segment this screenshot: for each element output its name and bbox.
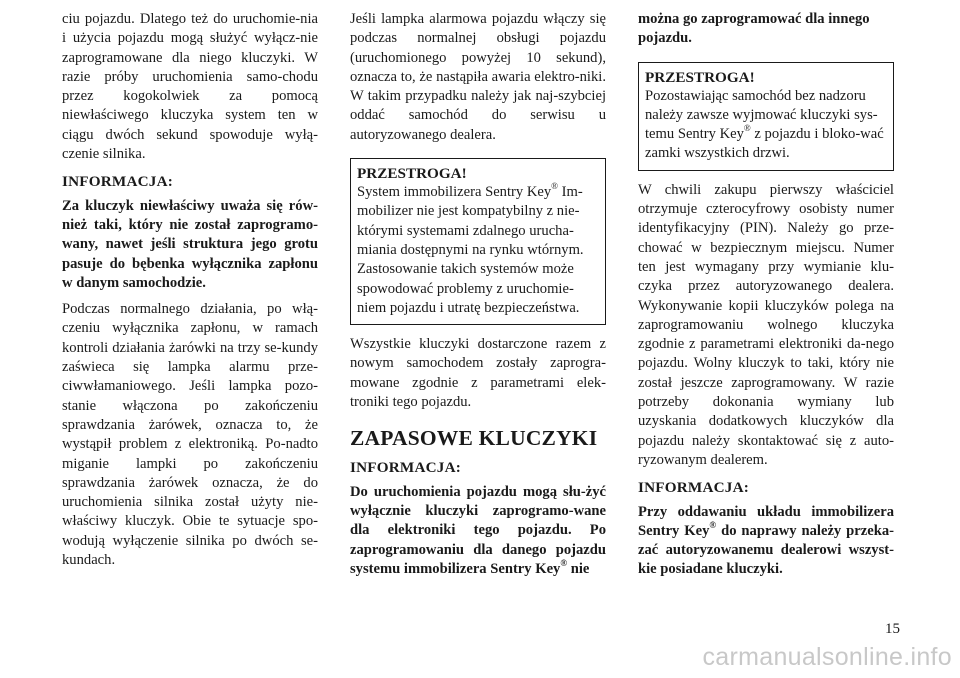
registered-mark: ® — [551, 181, 558, 192]
body-paragraph: Wszystkie kluczyki dostarczone razem z nowym samochodem zostały zaprogra-mowane zgodnie z parametrami elek-troniki tego pojazdu. — [350, 336, 606, 411]
info-text: Za kluczyk niewłaściwy uważa się rów-nież taki, który nie został zaprogramo-wany, nawet jeśli struktura jego grotu pasuje do bębenka wyłącznika zapłonu w danym samochodzie. — [62, 197, 318, 291]
section-heading: ZAPASOWE KLUCZYKI — [350, 426, 598, 451]
registered-mark: ® — [743, 123, 751, 134]
info-label: INFORMACJA: — [638, 479, 750, 497]
body-paragraph: Jeśli lampka alarmowa pojazdu włączy się podczas normalnej obsługi pojazdu (uruchomionego powyżej 10 sekund), oznacza to, że nastąpiła awaria elektro-niki. W takim przypadku należy jak naj-szybciej oddać samochód do serwisu u autoryzowanego dealera. — [350, 11, 606, 143]
caution-box — [638, 62, 894, 171]
caution-text: System immobilizera Sentry Key® Im-mobilizer nie jest kompatybilny z nie-którymi systemami zdalnego urucha-miania dostępnymi na rynku wtórnym. Zastosowanie takich systemów może spowodować problemy z uruchomie-niem pojazdu i utratę bezpieczeństwa. — [357, 181, 584, 316]
caution-title: PRZESTROGA! — [357, 165, 467, 183]
body-paragraph: można go zaprogramować dla innego pojazdu. — [638, 11, 870, 47]
column-left — [62, 10, 318, 570]
caution-text: Pozostawiając samochód bez nadzoru należy zawsze wyjmować kluczyki sys-temu Sentry Key® z pojazdu i bloko-wać zamki wszystkich drzwi. — [645, 87, 884, 162]
watermark: carmanualsonline.info — [702, 643, 952, 671]
body-paragraph: Podczas normalnego działania, po włą-czeniu wyłącznika zapłonu, w ramach kontroli działania żarówki na trzy se-kundy zaświeca się lampka alarmu prze-ciwwłamaniowego. Jeśli lampka pozo-stanie włączona po zakończeniu sprawdzania żarówek, oznacza to, że wystąpił problem z elektroniką. Po-nadto miganie lampki po zakończeniu sprawdzania żarówek oznacza, że do uruchomienia silnika został użyty nie-właściwy kluczyk. Obie te sytuacje spo-wodują wyłączenie silnika po dwóch se-kundach. — [62, 301, 318, 569]
info-text: Przy oddawaniu układu immobilizera Sentry Key® do naprawy należy przeka-zać autoryzowanemu dealerowi wszyst-kie posiadane kluczyki. — [638, 503, 894, 578]
caution-box — [350, 158, 606, 325]
info-text: Do uruchomienia pojazdu mogą słu-żyć wyłącznie kluczyki zaprogramo-wane dla elektroniki tego pojazdu. Po zaprogramowaniu dla danego pojazdu systemu immobilizera Sentry Key® nie — [350, 483, 606, 577]
column-middle — [350, 10, 606, 579]
caution-title: PRZESTROGA! — [645, 68, 755, 86]
column-right — [638, 10, 894, 580]
page-number: 15 — [885, 621, 900, 637]
info-label: INFORMACJA: — [62, 173, 174, 191]
body-paragraph: W chwili zakupu pierwszy właściciel otrzymuje czterocyfrowy osobisty numer identyfikacyjny (PIN). Należy go prze-chować w bezpiecznym miejscu. Numer ten jest wymagany przy wymianie klu-czyka przez autoryzowanego dealera. Wykonywanie kopii kluczyków polega na zaprogramowaniu wolnego kluczyka zgodnie z parametrami elektroniki da-nego pojazdu. Wolny kluczyk to taki, który nie został jeszcze zaprogramowany. W razie potrzeby dokonania wymiany lub uzyskania dodatkowych kluczyków dla pojazdu należy skontaktować się z auto-ryzowanym dealerem. — [638, 181, 894, 468]
body-paragraph: ciu pojazdu. Dlatego też do uruchomie-nia i użycia pojazdu mogą służyć wyłącz-nie zaprogramowane dla niego kluczyki. W razie próby uruchomienia samo-chodu przez kogokolwiek za pomocą niewłaściwego kluczyka system ten w ciągu dwóch sekund spowoduje wyłą-czenie silnika. — [62, 11, 318, 163]
registered-mark: ® — [560, 557, 568, 568]
registered-mark: ® — [709, 519, 717, 530]
info-label: INFORMACJA: — [350, 459, 462, 477]
